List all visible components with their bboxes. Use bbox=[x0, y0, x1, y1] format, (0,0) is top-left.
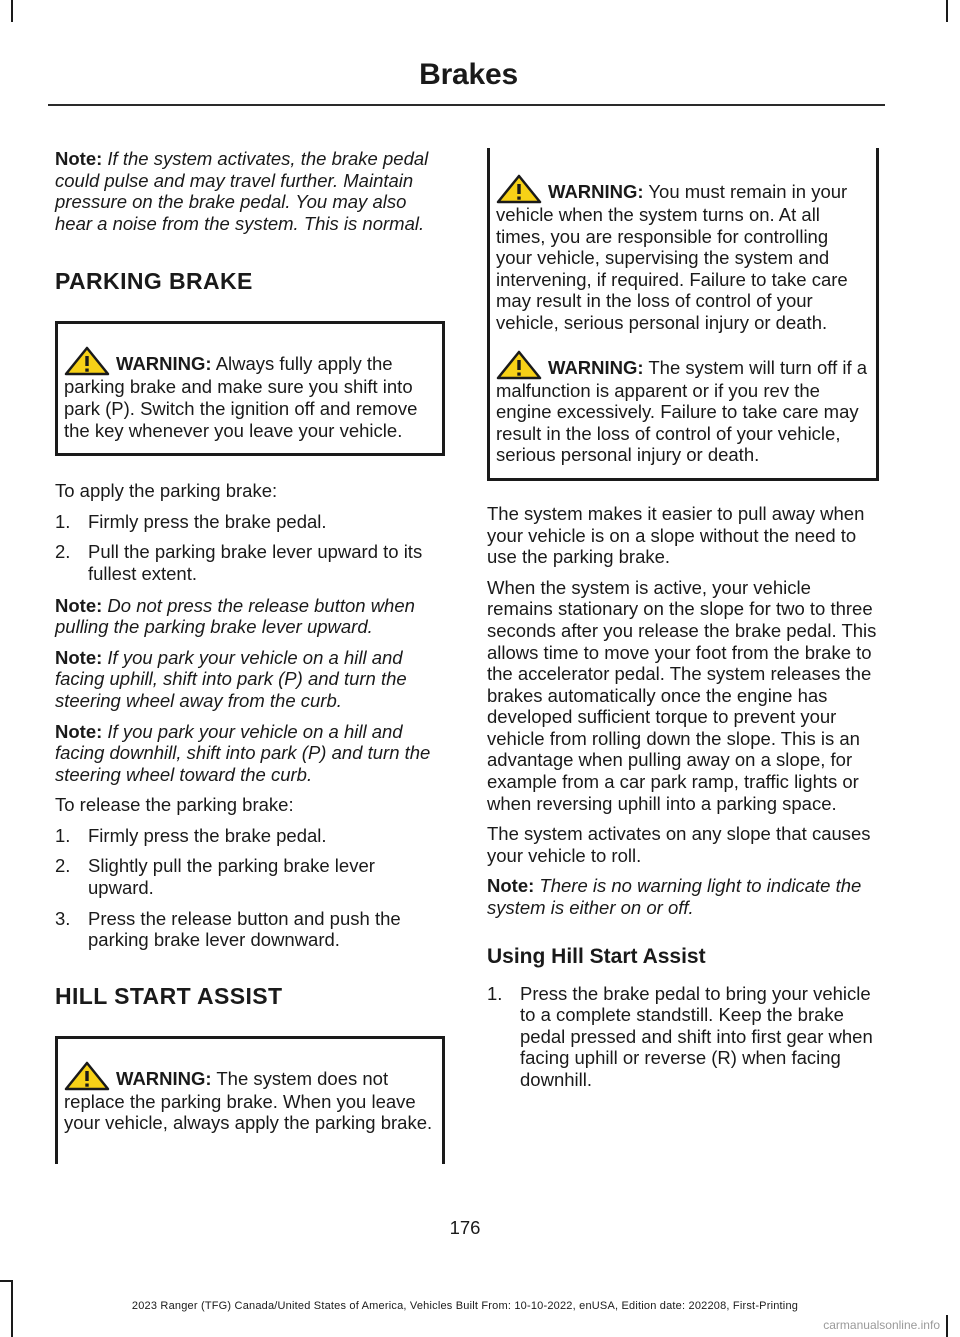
warning-box-parking: WARNING: Always fully apply the parking brake and make sure you shift into park (P). Switch the ignition off and remove the key whenever you leave your vehicle. bbox=[55, 321, 445, 456]
release-intro: To release the parking brake: bbox=[55, 794, 294, 816]
list-item: 1. Firmly press the brake pedal. bbox=[55, 510, 327, 532]
page-number: 176 bbox=[449, 1217, 481, 1238]
release-steps-list bbox=[55, 825, 445, 951]
note-uphill: Note: If you park your vehicle on a hill and facing uphill, shift into park (P) and turn the steering wheel away from the curb. bbox=[55, 646, 407, 711]
warning-triangle-icon bbox=[64, 346, 110, 376]
paragraph-pull-away: The system makes it easier to pull away when your vehicle is on a slope without the need to use the parking brake. bbox=[487, 502, 865, 568]
note-downhill: Note: If you park your vehicle on a hill and facing downhill, shift into park (P) and turn the steering wheel toward the curb. bbox=[55, 720, 431, 785]
header-rule bbox=[48, 104, 885, 106]
warning-triangle-icon bbox=[496, 350, 542, 380]
page-title: Brakes bbox=[419, 58, 518, 91]
crop-mark-bottom-right-vertical bbox=[946, 1315, 948, 1337]
watermark: carmanualsonline.info bbox=[823, 1318, 940, 1332]
list-item: 1. Press the brake pedal to bring your vehicle to a complete standstill. Keep the brake pedal pressed and shift into first gear when facing uphill or reverse (R) when facing downhill. bbox=[487, 982, 873, 1090]
left-column bbox=[55, 148, 445, 1188]
apply-intro: To apply the parking brake: bbox=[55, 480, 278, 502]
crop-mark-bottom-left-horizontal bbox=[0, 1280, 13, 1282]
subheading-using-hill-start-assist: Using Hill Start Assist bbox=[487, 944, 706, 968]
list-item: 2. Slightly pull the parking brake lever upward. bbox=[55, 855, 375, 899]
note-no-warning-light: Note: There is no warning light to indicate the system is either on or off. bbox=[487, 875, 862, 919]
warning-triangle-icon bbox=[64, 1061, 110, 1091]
note-release-button: Note: Do not press the release button when pulling the parking brake lever upward. bbox=[55, 594, 415, 638]
footer-edition-info: 2023 Ranger (TFG) Canada/United States of America, Vehicles Built From: 10-10-2022, enUSA, Edition date: 202208, First-Printing bbox=[131, 1300, 799, 1312]
crop-mark-top-right-vertical bbox=[946, 0, 948, 22]
warning-box-hill-start-continued: WARNING: You must remain in your vehicle when the system turns on. At all times, you are responsible for controlling your vehicle, supervising the system and intervening, if required. Failure to take care may result in the loss of control of your vehicle, serious personal injury or death. WARNING: The system will turn off if a malfunction is apparent or if you rev the engine excessively. Failure to take care may result in the loss of control of your vehicle, serious personal injury or death. bbox=[487, 148, 879, 481]
list-item: 1. Firmly press the brake pedal. bbox=[55, 824, 327, 846]
paragraph-any-slope: The system activates on any slope that causes your vehicle to roll. bbox=[487, 823, 871, 866]
section-heading-parking-brake: PARKING BRAKE bbox=[55, 268, 253, 295]
crop-mark-top-left-vertical bbox=[11, 0, 13, 22]
right-column bbox=[487, 148, 879, 1101]
warning-box-hill-start: WARNING: The system does not replace the parking brake. When you leave your vehicle, always apply the parking brake. bbox=[55, 1036, 445, 1164]
list-item: 2. Pull the parking brake lever upward to its fullest extent. bbox=[55, 541, 423, 584]
warning-triangle-icon bbox=[496, 174, 542, 204]
paragraph-system-active: When the system is active, your vehicle remains stationary on the slope for two to three seconds after you release the brake pedal. This allows time to move your foot from the brake to the accelerator pedal. The system releases the brakes automatically once the engine has developed sufficient torque to prevent your vehicle from rolling down the slope. This is an advantage when pulling away on a slope, for example from a car park ramp, traffic lights or when reversing uphill into a parking space. bbox=[487, 576, 877, 814]
list-item: 3. Press the release button and push the parking brake lever downward. bbox=[55, 907, 401, 951]
section-heading-hill-start-assist: HILL START ASSIST bbox=[55, 982, 283, 1009]
note-system-activates: Note: If the system activates, the brake pedal could pulse and may travel further. Maintain pressure on the brake pedal. You may also hear a noise from the system. This is normal. bbox=[55, 148, 429, 234]
apply-steps-list bbox=[55, 511, 445, 585]
using-steps-list bbox=[487, 983, 879, 1091]
